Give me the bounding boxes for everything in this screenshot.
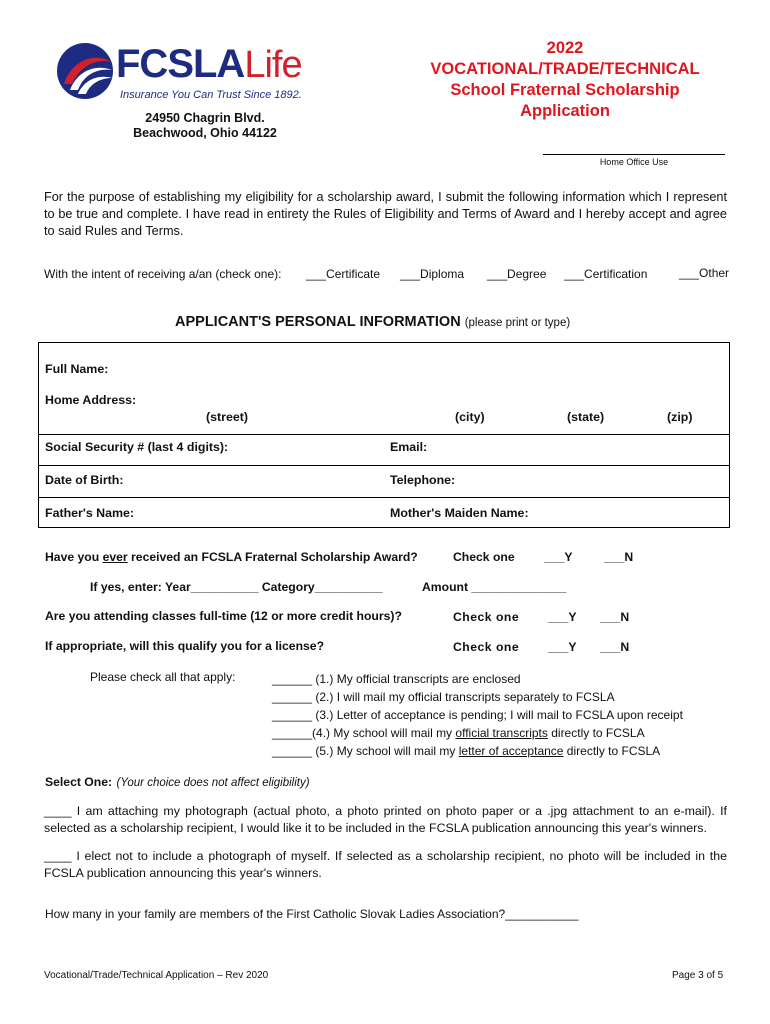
q2-check-one: Check one — [453, 610, 520, 624]
item5-suffix: directly to FCSLA — [563, 744, 661, 758]
q3-yes[interactable]: ___Y — [548, 640, 577, 654]
telephone-field[interactable]: Telephone: — [390, 473, 456, 487]
ssn-field[interactable]: Social Security # (last 4 digits): — [45, 440, 229, 454]
title-line-3: School Fraternal Scholarship — [450, 81, 680, 99]
section-title — [175, 314, 570, 330]
check-all-label: Please check all that apply: — [90, 670, 236, 684]
question-full-time: Are you attending classes full-time (12 or more credit hours)? — [45, 609, 402, 623]
fcsla-swoosh-icon — [54, 40, 116, 102]
intent-option-diploma[interactable]: ___Diploma — [400, 267, 465, 281]
apply-item-4[interactable] — [272, 726, 645, 740]
q1-suffix: received an FCSLA Fraternal Scholarship Award? — [127, 550, 418, 564]
title-line-2: VOCATIONAL/TRADE/TECHNICAL — [430, 60, 700, 78]
apply-item-1[interactable]: ______ (1.) My official transcripts are enclosed — [272, 672, 521, 686]
logo-life: Life — [244, 44, 302, 86]
family-members-question[interactable]: How many in your family are members of the First Catholic Slovak Ladies Association?___________ — [45, 907, 579, 921]
q3-no[interactable]: ___N — [600, 640, 630, 654]
item4-underlined: official transcripts — [455, 726, 548, 740]
intent-option-certificate[interactable]: ___Certificate — [306, 267, 381, 281]
question-prior-award — [45, 550, 418, 564]
apply-item-3[interactable]: ______ (3.) Letter of acceptance is pending; I will mail to FCSLA upon receipt — [272, 708, 683, 722]
row-divider — [39, 497, 729, 498]
title-year: 2022 — [546, 39, 584, 57]
item5-underlined: letter of acceptance — [458, 744, 564, 758]
home-office-line[interactable] — [543, 154, 725, 155]
photo-option-attach[interactable]: ____ I am attaching my photograph (actual photo, a photo printed on photo paper or a .jpg attachment to an e-mail). If selected as a scholarship recipient, I would like it to be included in the FCSLA publication announcing this year's winners. — [44, 804, 727, 835]
home-address-field[interactable]: Home Address: — [45, 393, 137, 407]
zip-label: (zip) — [667, 410, 693, 424]
logo-tagline: Insurance You Can Trust Since 1892. — [120, 89, 302, 101]
intent-option-degree[interactable]: ___Degree — [487, 267, 547, 281]
question-license: If appropriate, will this qualify you for a license? — [45, 639, 325, 653]
q1-check-one: Check one — [453, 550, 515, 564]
state-label: (state) — [567, 410, 605, 424]
footer-page-number: Page 3 of 5 — [672, 970, 724, 981]
apply-item-5[interactable] — [272, 744, 660, 758]
section-heading: APPLICANT'S PERSONAL INFORMATION — [175, 314, 461, 330]
city-label: (city) — [455, 410, 485, 424]
q2-no[interactable]: ___N — [600, 610, 630, 624]
apply-item-2[interactable]: ______ (2.) I will mail my official transcripts separately to FCSLA — [272, 690, 615, 704]
row-divider — [39, 465, 729, 466]
q3-check-one: Check one — [453, 640, 520, 654]
item4-suffix: directly to FCSLA — [547, 726, 645, 740]
footer-revision: Vocational/Trade/Technical Application – Rev 2020 — [44, 970, 269, 981]
if-yes-fields[interactable]: If yes, enter: Year__________ Category__________ — [90, 580, 383, 594]
email-field[interactable]: Email: — [390, 440, 428, 454]
intro-paragraph: For the purpose of establishing my eligibility for a scholarship award, I submit the following information which I represent to be true and complete. I have read in entirety the Rules of Eligibility and Terms of Award and I hereby accept and agree to said Rules and Terms. — [44, 190, 727, 238]
home-office-label: Home Office Use — [599, 157, 669, 167]
logo-wordmark — [116, 44, 302, 85]
select-one-label: Select One: — [45, 775, 113, 789]
intent-option-certification[interactable]: ___Certification — [564, 267, 648, 281]
q1-ever: ever — [102, 550, 128, 564]
item4-prefix: ______(4.) My school will mail my — [272, 726, 456, 740]
section-note: (please print or type) — [464, 317, 571, 329]
select-one — [45, 773, 310, 791]
q1-no[interactable]: ___N — [604, 550, 634, 564]
dob-field[interactable]: Date of Birth: — [45, 473, 124, 487]
q1-yes[interactable]: ___Y — [544, 550, 573, 564]
item5-prefix: ______ (5.) My school will mail my — [272, 744, 459, 758]
personal-info-box — [38, 342, 730, 528]
address-line-1: 24950 Chagrin Blvd. — [145, 111, 265, 125]
photo-option-decline[interactable]: ____ I elect not to include a photograph of myself. If selected as a scholarship recipient, no photo will be included in the FCSLA publication announcing this year's winners. — [44, 849, 727, 880]
logo-main: FCSLA — [116, 42, 245, 86]
row-divider — [39, 434, 729, 435]
full-name-field[interactable]: Full Name: — [45, 362, 109, 376]
amount-field[interactable]: Amount ______________ — [422, 580, 567, 594]
mother-maiden-name-field[interactable]: Mother's Maiden Name: — [390, 506, 529, 520]
q1-prefix: Have you — [45, 550, 103, 564]
street-label: (street) — [206, 410, 248, 424]
intent-option-other[interactable]: ___Other — [679, 266, 730, 280]
father-name-field[interactable]: Father's Name: — [45, 506, 135, 520]
intent-label: With the intent of receiving a/an (check one): — [44, 267, 282, 281]
address-line-2: Beachwood, Ohio 44122 — [133, 126, 277, 140]
title-line-4: Application — [520, 102, 610, 120]
q2-yes[interactable]: ___Y — [548, 610, 577, 624]
select-one-note: (Your choice does not affect eligibility) — [116, 777, 310, 789]
